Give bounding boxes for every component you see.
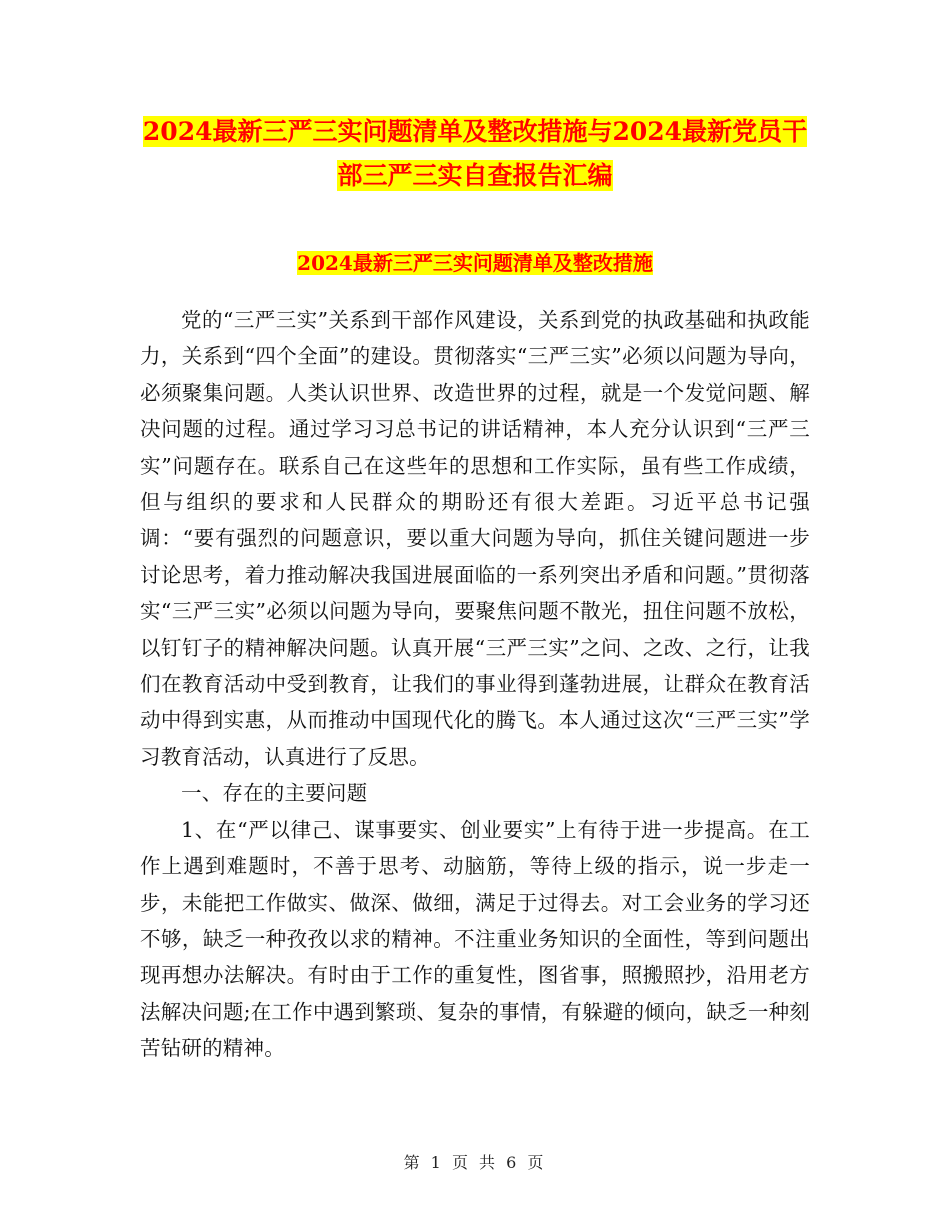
paragraph-intro: 党的“三严三实”关系到干部作风建设，关系到党的执政基础和执政能力，关系到“四个全面”的建设。贯彻落实“三严三实”必须以问题为导向，必须聚集问题。人类认识世界、改造世界的过程，就是一个发觉问题、解决问题的过程。通过学习习总书记的讲话精神，本人充分认识到“三严三实”问题存在。联系自己在这些年的思想和工作实际，虽有些工作成绩，但与组织的要求和人民群众的期盼还有很大差距。习近平总书记强调：“要有强烈的问题意识，要以重大问题为导向，抓住关键问题进一步讨论思考，着力推动解决我国进展面临的一系列突出矛盾和问题。”贯彻落实“三严三实”必须以问题为导向，要聚焦问题不散光，扭住问题不放松，以钉钉子的精神解决问题。认真开展“三严三实”之问、之改、之行，让我们在教育活动中受到教育，让我们的事业得到蓬勃进展，让群众在教育活动中得到实惠，从而推动中国现代化的腾飞。本人通过这次“三严三实”学习教育活动，认真进行了反思。	[140, 308, 810, 769]
body-text	[140, 302, 810, 1067]
page-footer: 第 1 页 共 6 页	[403, 1153, 547, 1172]
main-title	[140, 110, 810, 198]
paragraph-problem-1: 1、在“严以律己、谋事要实、创业要实”上有待于进一步提高。在工作上遇到难题时，不善于思考、动脑筋，等待上级的指示，说一步走一步，未能把工作做实、做深、做细，满足于过得去。对工会业务的学习还不够，缺乏一种孜孜以求的精神。不注重业务知识的全面性，等到问题出现再想办法解决。有时由于工作的重复性，图省事，照搬照抄，沿用老方法解决问题;在工作中遇到繁琐、复杂的事情，有躲避的倾向，缺乏一种刻苦钻研的精神。	[140, 817, 810, 1061]
section-title-text: 2024最新三严三实问题清单及整改措施	[297, 251, 653, 275]
main-title-text: 2024最新三严三实问题清单及整改措施与2024最新党员干部三严三实自查报告汇编	[142, 117, 808, 190]
section-title	[140, 245, 810, 281]
paragraph-heading-problems: 一、存在的主要问题	[181, 781, 368, 806]
